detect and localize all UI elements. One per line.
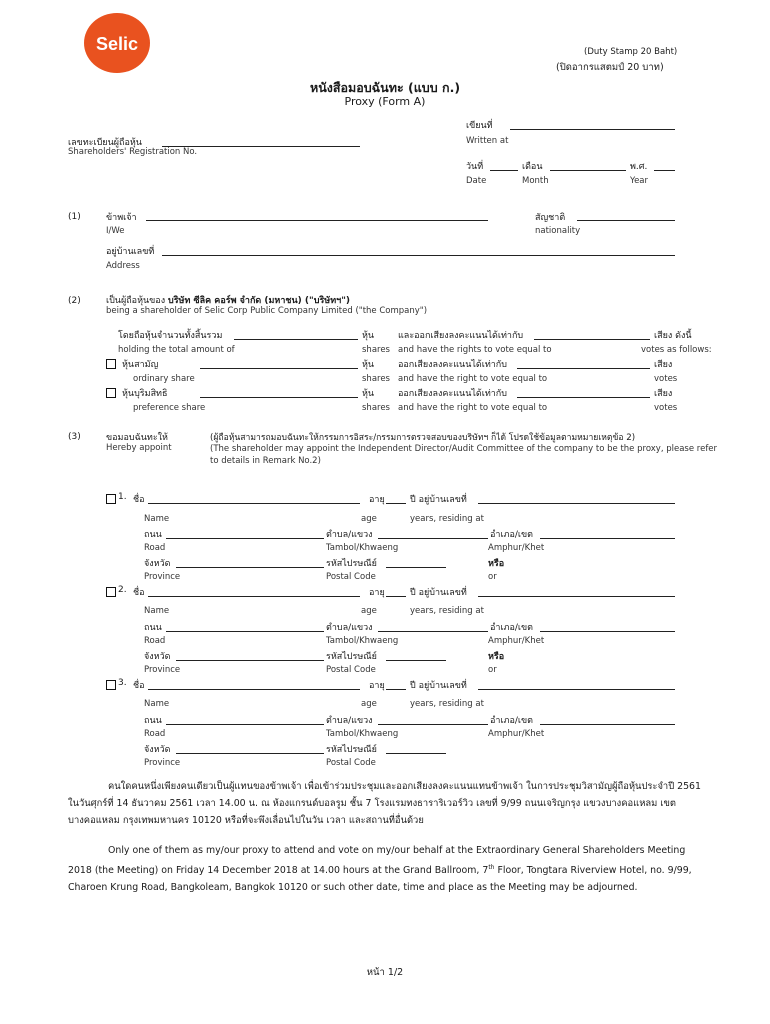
- proxy-2-age-en: age: [361, 606, 377, 616]
- proxy-3-name-en: Name: [144, 699, 170, 709]
- ordinary-votes-unit-th: เสียง: [654, 360, 673, 370]
- proxy-1-number: 1.: [118, 492, 127, 502]
- proxy-2-number: 2.: [118, 585, 127, 595]
- proxy-2-road-label: ถนน: [144, 623, 162, 633]
- reg-no-en: Shareholders' Registration No.: [68, 147, 198, 157]
- s2-number: (2): [68, 296, 81, 306]
- ordinary-shares-unit-en: shares: [362, 374, 390, 384]
- proxy-2-name-field[interactable]: [148, 596, 360, 597]
- votes-as-follows-th: เสียง ดังนี้: [654, 331, 692, 341]
- selic-logo: [82, 12, 152, 74]
- proxy-1-postal-en: Postal Code: [326, 572, 376, 582]
- proxy-3-province-label: จังหวัด: [144, 745, 171, 755]
- proxy-3-tambol-en: Tambol/Khwaeng: [326, 729, 399, 739]
- proxy-2-address-field[interactable]: [478, 596, 675, 597]
- proxy-2-amphur-field[interactable]: [540, 631, 675, 632]
- proxy-3-name-label: ชื่อ: [133, 681, 145, 691]
- votes-as-follows-en: votes as follows:: [641, 345, 712, 355]
- proxy-3-road-en: Road: [144, 729, 166, 739]
- iwe-field[interactable]: [146, 220, 488, 221]
- proxy-3-tambol-label: ตำบล/แขวง: [326, 716, 373, 726]
- proxy-1-province-label: จังหวัด: [144, 559, 171, 569]
- month-label: เดือน: [522, 162, 543, 172]
- proxy-3-address-field[interactable]: [478, 689, 675, 690]
- nationality-label: สัญชาติ: [535, 213, 566, 223]
- proxy-2-province-en: Province: [144, 665, 181, 675]
- company-name-en: Selic Corp Public Company Limited ("the Company"): [204, 306, 428, 316]
- ordinary-share-label: หุ้นสามัญ: [122, 360, 159, 370]
- proxy-2-postal-en: Postal Code: [326, 665, 376, 675]
- date-en: Date: [466, 176, 487, 186]
- address-field[interactable]: [162, 255, 675, 256]
- ordinary-share-en: ordinary share: [133, 374, 195, 384]
- address-label: อยู่บ้านเลขที่: [106, 247, 155, 257]
- stamp-th: (ปิดอากรแสตมป์ 20 บาท): [556, 62, 664, 73]
- ordinary-vote-en: and have the right to vote equal to: [398, 374, 548, 384]
- proxy-2-postal-label: รหัสไปรษณีย์: [326, 652, 377, 662]
- proxy-3-province-field[interactable]: [176, 753, 324, 754]
- proxy-3-amphur-en: Amphur/Khet: [488, 729, 545, 739]
- proxy-1-tambol-label: ตำบล/แขวง: [326, 530, 373, 540]
- proxy-2-road-field[interactable]: [166, 631, 324, 632]
- appoint-note-th: (ผู้ถือหุ้นสามารถมอบฉันทะให้กรรมการอิสระ/กรรมการตรวจสอบของบริษัทฯ ก็ได้ โปรดใช้ข้อมูลตามหมายเหตุข้อ 2): [210, 433, 636, 443]
- reg-no-label: เลขทะเบียนผู้ถือหุ้น: [68, 138, 142, 148]
- preference-share-label: หุ้นบุริมสิทธิ: [122, 389, 168, 399]
- proxy-3-amphur-label: อำเภอ/เขต: [490, 716, 533, 726]
- s3-number: (3): [68, 432, 81, 442]
- proxy-3-years-en: years, residing at: [410, 699, 484, 709]
- year-en: Year: [630, 176, 648, 186]
- proxy-3-name-field[interactable]: [148, 689, 360, 690]
- proxy-1-road-en: Road: [144, 543, 166, 553]
- proxy-1-postal-label: รหัสไปรษณีย์: [326, 559, 377, 569]
- total-votes-field[interactable]: [534, 339, 650, 340]
- preference-votes-unit-th: เสียง: [654, 389, 673, 399]
- ordinary-votes-unit-en: votes: [654, 374, 678, 384]
- ordinary-shares-unit-th: หุ้น: [362, 360, 375, 370]
- appoint-en: Hereby appoint: [106, 443, 172, 453]
- proxy-1-years-en: years, residing at: [410, 514, 484, 524]
- total-shares-en: holding the total amount of: [118, 345, 235, 355]
- shareholder-of-pre: เป็นผู้ถือหุ้นของ: [106, 296, 166, 306]
- proxy-2-tambol-en: Tambol/Khwaeng: [326, 636, 399, 646]
- vote-equal-en: and have the rights to vote equal to: [398, 345, 552, 355]
- proxy-2-province-label: จังหวัด: [144, 652, 171, 662]
- proxy-1-amphur-label: อำเภอ/เขต: [490, 530, 533, 540]
- proxy-1-residing-label: ปี อยู่บ้านเลขที่: [410, 495, 467, 505]
- proxy-1-province-field[interactable]: [176, 567, 324, 568]
- written-at-en: Written at: [466, 136, 509, 146]
- title-th: หนังสือมอบฉันทะ (แบบ ก.): [309, 80, 461, 95]
- proxy-2-road-en: Road: [144, 636, 166, 646]
- proxy-1-age-label: อายุ: [369, 495, 385, 505]
- proxy-2-years-en: years, residing at: [410, 606, 484, 616]
- preference-share-field[interactable]: [200, 397, 358, 398]
- nationality-field[interactable]: [577, 220, 675, 221]
- ordinary-votes-field[interactable]: [517, 368, 650, 369]
- proxy-2-age-label: อายุ: [369, 588, 385, 598]
- proxy-1-checkbox[interactable]: [106, 494, 116, 504]
- date-label: วันที่: [466, 162, 484, 172]
- proxy-3-postal-field[interactable]: [386, 753, 446, 754]
- shareholder-of-en: [106, 306, 427, 316]
- stamp-en: (Duty Stamp 20 Baht): [584, 47, 678, 57]
- proxy-3-amphur-field[interactable]: [540, 724, 675, 725]
- statement-th: คนใดคนหนึ่งเพียงคนเดียวเป็นผู้แทนของข้าพเจ้า เพื่อเข้าร่วมประชุมและออกเสียงลงคะแนนแทนข้าพเจ้า ในการประชุมวิสามัญผู้ถือหุ้นประจำปี 2561 ในวันศุกร์ที่ 14 ธันวาคม 2561 เวลา 14.00 น. ณ ห้องแกรนด์บอลรูม ชั้น 7 โรงแรมทงธาราริเวอร์วิว เลขที่ 9/99 ถนนเจริญกรุง แขวงบางคอแหลม เขตบางคอแหลม กรุงเทพมหานคร 10120 หรือที่จะพึงเลื่อนไปในวัน เวลา และสถานที่อื่นด้วย: [68, 781, 701, 826]
- proxy-2-or-th: หรือ: [488, 652, 505, 662]
- preference-share-checkbox[interactable]: [106, 388, 116, 398]
- proxy-2-amphur-en: Amphur/Khet: [488, 636, 545, 646]
- total-shares-field[interactable]: [234, 339, 358, 340]
- appoint-th: ขอมอบฉันทะให้: [106, 433, 168, 443]
- proxy-3-road-field[interactable]: [166, 724, 324, 725]
- company-name-th: บริษัท ซีลิค คอร์พ จำกัด (มหาชน) ("บริษัทฯ"): [167, 296, 350, 306]
- proxy-1-age-field[interactable]: [386, 503, 406, 504]
- proxy-3-postal-en: Postal Code: [326, 758, 376, 768]
- preference-vote-en: and have the right to vote equal to: [398, 403, 548, 413]
- appoint-note-en: (The shareholder may appoint the Independent Director/Audit Committee of the company to be the proxy, please refer to details in Remark No.2): [210, 444, 718, 466]
- preference-vote-label: ออกเสียงลงคะแนนได้เท่ากับ: [398, 389, 507, 399]
- proxy-3-road-label: ถนน: [144, 716, 162, 726]
- iwe-label: ข้าพเจ้า: [106, 213, 137, 223]
- shares-unit-th: หุ้น: [362, 331, 375, 341]
- statement-en-a: Only one of them as my/our proxy to attend and vote on my/our behalf at the Extraordinary General Shareholders Meeting 2018 (the Meeting) on Friday 14 December 2018 at 14.00 hours at the Grand Ballroom, 7: [68, 845, 686, 877]
- proxy-2-or-en: or: [488, 665, 497, 675]
- proxy-1-or-th: หรือ: [488, 559, 505, 569]
- proxy-2-province-field[interactable]: [176, 660, 324, 661]
- proxy-1-or-en: or: [488, 572, 497, 582]
- year-field[interactable]: [654, 170, 675, 171]
- address-en: Address: [106, 261, 140, 271]
- proxy-2-tambol-label: ตำบล/แขวง: [326, 623, 373, 633]
- proxy-1-road-field[interactable]: [166, 538, 324, 539]
- proxy-2-residing-label: ปี อยู่บ้านเลขที่: [410, 588, 467, 598]
- proxy-1-name-en: Name: [144, 514, 170, 524]
- shareholder-of-en-pre: being a shareholder of: [106, 306, 202, 316]
- proxy-3-province-en: Province: [144, 758, 181, 768]
- preference-share-en: preference share: [133, 403, 206, 413]
- iwe-en: I/We: [106, 226, 125, 236]
- proxy-3-number: 3.: [118, 678, 127, 688]
- proxy-1-postal-field[interactable]: [386, 567, 446, 568]
- proxy-1-name-field[interactable]: [148, 503, 360, 504]
- proxy-1-province-en: Province: [144, 572, 181, 582]
- total-shares-label: โดยถือหุ้นจำนวนทั้งสิ้นรวม: [118, 331, 223, 341]
- shareholder-of-th: [106, 293, 350, 307]
- proxy-1-name-label: ชื่อ: [133, 495, 145, 505]
- preference-votes-unit-en: votes: [654, 403, 678, 413]
- proxy-2-tambol-field[interactable]: [378, 631, 488, 632]
- vote-equal-label: และออกเสียงลงคะแนนได้เท่ากับ: [398, 331, 524, 341]
- proxy-3-checkbox[interactable]: [106, 680, 116, 690]
- date-field[interactable]: [490, 170, 518, 171]
- month-en: Month: [522, 176, 549, 186]
- proxy-3-tambol-field[interactable]: [378, 724, 488, 725]
- proxy-1-tambol-en: Tambol/Khwaeng: [326, 543, 399, 553]
- proxy-2-name-label: ชื่อ: [133, 588, 145, 598]
- proxy-3-age-en: age: [361, 699, 377, 709]
- proxy-1-amphur-en: Amphur/Khet: [488, 543, 545, 553]
- statement-en-sup: th: [488, 864, 495, 871]
- proxy-2-checkbox[interactable]: [106, 587, 116, 597]
- ordinary-share-checkbox[interactable]: [106, 359, 116, 369]
- proxy-2-amphur-label: อำเภอ/เขต: [490, 623, 533, 633]
- written-at-label: เขียนที่: [466, 121, 493, 131]
- preference-votes-field[interactable]: [517, 397, 650, 398]
- proxy-3-age-label: อายุ: [369, 681, 385, 691]
- proxy-1-age-en: age: [361, 514, 377, 524]
- title-en: Proxy (Form A): [344, 95, 426, 108]
- preference-shares-unit-en: shares: [362, 403, 390, 413]
- statement-en-b: Floor, Tongtara Riverview Hotel, no. 9/99, Charoen Krung Road, Bangkoleam, Bangkok 10120 or such other date, time and place as the Meeting may be adjourned.: [68, 865, 692, 894]
- proxy-3-postal-label: รหัสไปรษณีย์: [326, 745, 377, 755]
- proxy-3-residing-label: ปี อยู่บ้านเลขที่: [410, 681, 467, 691]
- proxy-1-amphur-field[interactable]: [540, 538, 675, 539]
- proxy-2-postal-field[interactable]: [386, 660, 446, 661]
- proxy-3-age-field[interactable]: [386, 689, 406, 690]
- logo-text: Selic: [95, 34, 139, 54]
- statement-en: [68, 842, 708, 896]
- nationality-en: nationality: [535, 226, 581, 236]
- written-at-field[interactable]: [510, 129, 675, 130]
- proxy-2-age-field[interactable]: [386, 596, 406, 597]
- proxy-1-address-field[interactable]: [478, 503, 675, 504]
- proxy-1-tambol-field[interactable]: [378, 538, 488, 539]
- s1-number: (1): [68, 212, 81, 222]
- year-label: พ.ศ.: [630, 162, 648, 172]
- preference-shares-unit-th: หุ้น: [362, 389, 375, 399]
- proxy-1-road-label: ถนน: [144, 530, 162, 540]
- shares-unit-en: shares: [362, 345, 390, 355]
- month-field[interactable]: [550, 170, 626, 171]
- page-number: หน้า 1/2: [366, 967, 404, 978]
- ordinary-share-field[interactable]: [200, 368, 358, 369]
- proxy-2-name-en: Name: [144, 606, 170, 616]
- ordinary-vote-label: ออกเสียงลงคะแนนได้เท่ากับ: [398, 360, 507, 370]
